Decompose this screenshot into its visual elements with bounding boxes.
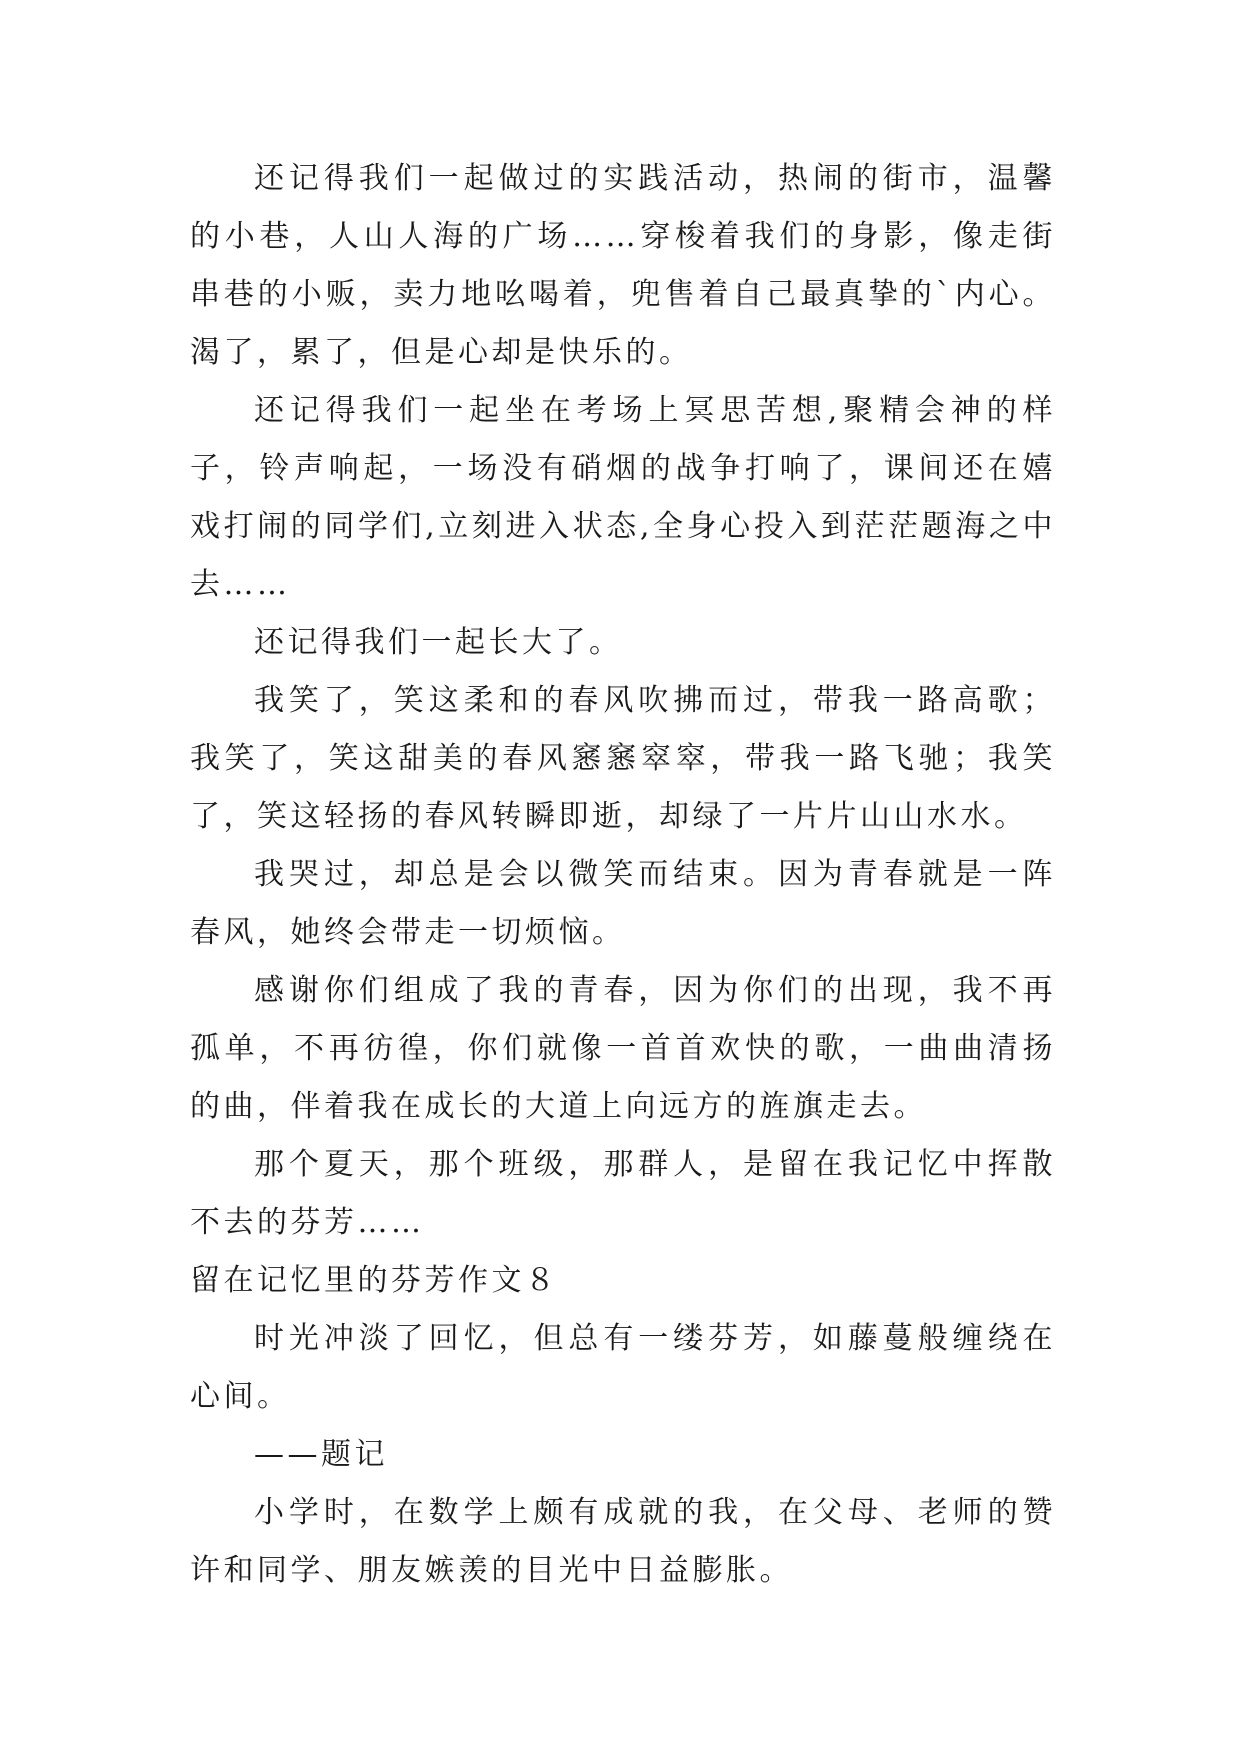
- paragraph: 还记得我们一起长大了。: [254, 625, 623, 660]
- document-body: [190, 150, 1056, 1600]
- paragraph: 我哭过，却总是会以微笑而结束。因为青春就是一阵春风，她终会带走一切烦恼。: [190, 857, 1056, 950]
- epigraph-attribution: ——题记: [254, 1437, 388, 1472]
- paragraph: 还记得我们一起坐在考场上冥思苦想,聚精会神的样子，铃声响起，一场没有硝烟的战争打响了，课间还在嬉戏打闹的同学们,立刻进入状态,全身心投入到茫茫题海之中去……: [190, 393, 1056, 602]
- paragraph: 我笑了，笑这柔和的春风吹拂而过，带我一路高歌；我笑了，笑这甜美的春风窸窸窣窣，带我一路飞驰；我笑了，笑这轻扬的春风转瞬即逝，却绿了一片片山山水水。: [190, 683, 1056, 834]
- paragraph: 时光冲淡了回忆，但总有一缕芬芳，如藤蔓般缠绕在心间。: [190, 1321, 1056, 1414]
- section-heading: 留在记忆里的芬芳作文８: [190, 1263, 559, 1298]
- paragraph: 那个夏天，那个班级，那群人，是留在我记忆中挥散不去的芬芳……: [190, 1147, 1056, 1240]
- paragraph: 还记得我们一起做过的实践活动，热闹的街市，温馨的小巷，人山人海的广场……穿梭着我们的身影，像走街串巷的小贩，卖力地吆喝着，兜售着自己最真挚的`内心。渴了，累了，但是心却是快乐的。: [190, 161, 1056, 370]
- paragraph: 小学时，在数学上颇有成就的我，在父母、老师的赞许和同学、朋友嫉羡的目光中日益膨胀。: [190, 1495, 1056, 1588]
- paragraph: 感谢你们组成了我的青春，因为你们的出现，我不再孤单，不再彷徨，你们就像一首首欢快的歌，一曲曲清扬的曲，伴着我在成长的大道上向远方的旌旗走去。: [190, 973, 1056, 1124]
